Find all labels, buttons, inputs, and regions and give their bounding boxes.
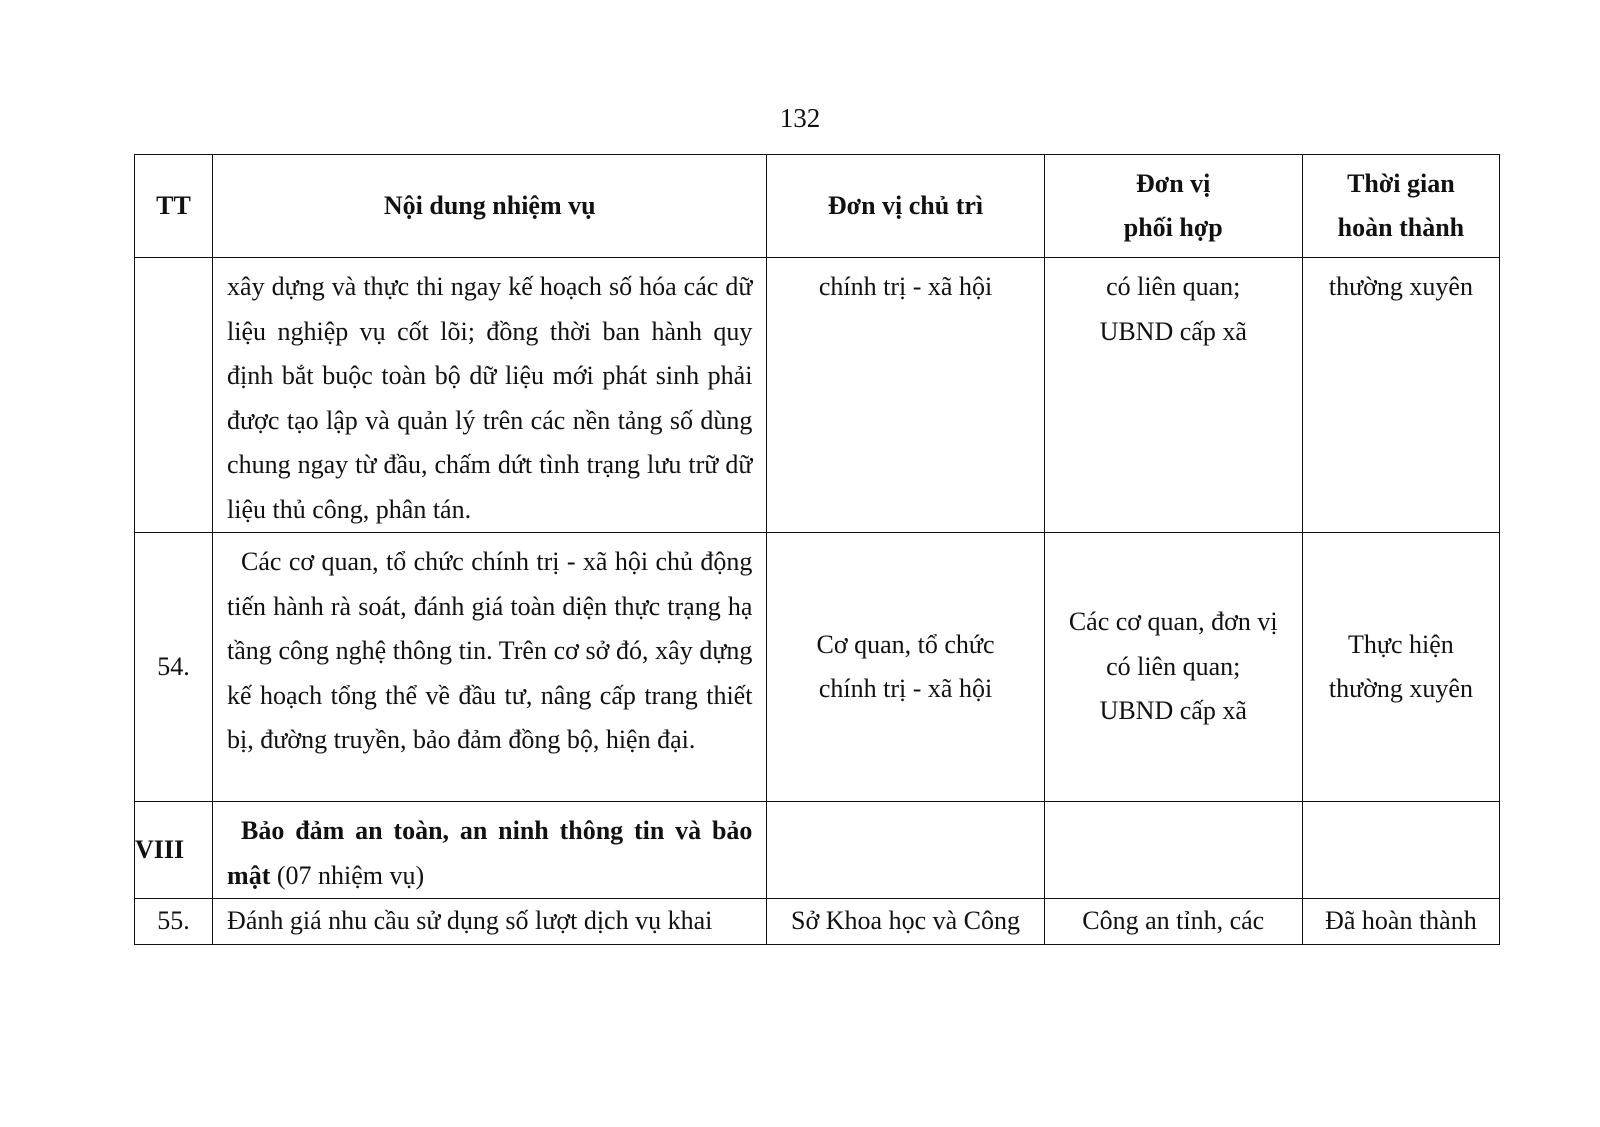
row-tt: 54. <box>135 533 213 802</box>
row-coord-line1: có liên quan; <box>1106 272 1241 301</box>
header-lead-unit: Đơn vị chủ trì <box>767 155 1044 258</box>
section-roman-number: VIII <box>135 802 213 899</box>
row-content: Các cơ quan, tổ chức chính trị - xã hội chủ động tiến hành rà soát, đánh giá toàn diện thực trạng hạ tầng công nghệ thông tin. Trên cơ sở đó, xây dựng kế hoạch tổng thể về đầu tư, nâng cấp trang thiết bị, đường truyền, bảo đảm đồng bộ, hiện đại. <box>227 547 753 754</box>
table-row <box>135 899 1500 945</box>
table-header-row <box>135 155 1500 258</box>
row-time-cell <box>1302 533 1499 802</box>
row-lead-line1: Cơ quan, tổ chức <box>816 629 995 659</box>
section-title-bold: Bảo đảm an toàn, an ninh thông tin và bảo mật <box>227 816 753 890</box>
row-coord-line2: UBND cấp xã <box>1099 316 1247 346</box>
section-row <box>135 802 1500 899</box>
row-tt <box>135 258 213 533</box>
row-tt <box>135 899 213 945</box>
row-lead-cell <box>767 899 1044 945</box>
row-lead-wrap <box>767 623 1043 712</box>
row-coord-cell <box>1044 533 1302 802</box>
section-title-cell <box>213 802 767 899</box>
row-time: thường xuyên <box>1328 272 1473 301</box>
header-completion-time <box>1302 155 1499 258</box>
row-time: Đã hoàn thành <box>1325 906 1477 935</box>
table-row <box>135 258 1500 533</box>
row-content-cell <box>213 533 767 802</box>
row-time-cell <box>1302 258 1499 533</box>
row-time-line2: thường xuyên <box>1328 674 1473 703</box>
header-coordinating-unit <box>1044 155 1302 258</box>
header-tt: TT <box>135 155 213 258</box>
row-time-wrap <box>1303 623 1499 712</box>
table-row <box>135 533 1500 802</box>
row-coord: Công an tỉnh, các <box>1082 906 1265 935</box>
header-time-line1: Thời gian <box>1347 169 1455 198</box>
row-content: Đánh giá nhu cầu sử dụng số lượt dịch vụ khai <box>227 906 713 935</box>
row-coord-cell <box>1044 899 1302 945</box>
row-lead-unit: chính trị - xã hội <box>818 272 993 301</box>
row-time-cell <box>1302 899 1499 945</box>
header-coord-line1: Đơn vị <box>1136 169 1211 198</box>
row-lead-cell <box>767 533 1044 802</box>
header-time-line2: hoàn thành <box>1337 213 1465 242</box>
row-lead-cell <box>767 258 1044 533</box>
row-coord-cell <box>1044 258 1302 533</box>
page-number: 132 <box>779 103 821 133</box>
header-content: Nội dung nhiệm vụ <box>213 155 767 258</box>
row-coord-line1: Các cơ quan, đơn vị <box>1068 607 1278 637</box>
row-time-line1: Thực hiện <box>1348 629 1454 659</box>
row-content: xây dựng và thực thi ngay kế hoạch số hóa các dữ liệu nghiệp vụ cốt lõi; đồng thời ban hành quy định bắt buộc toàn bộ dữ liệu mới phát sinh phải được tạo lập và quản lý trên các nền tảng số dùng chung ngay từ đầu, chấm dứt tình trạng lưu trữ dữ liệu thủ công, phân tán. <box>227 272 753 524</box>
section-title <box>213 802 766 898</box>
row-coord-wrap <box>1045 258 1302 354</box>
row-content-cell <box>213 258 767 533</box>
row-coord-line3: UBND cấp xã <box>1099 696 1247 726</box>
task-table <box>134 154 1500 945</box>
section-title-count: (07 nhiệm vụ) <box>276 860 425 890</box>
section-empty-coord <box>1044 802 1302 899</box>
header-coord-line2: phối hợp <box>1123 213 1223 242</box>
row-lead-unit: Sở Khoa học và Công <box>791 906 1020 935</box>
section-empty-lead <box>767 802 1044 899</box>
section-empty-time <box>1302 802 1499 899</box>
row-lead-line2: chính trị - xã hội <box>818 674 993 703</box>
row-content-cell <box>213 899 767 945</box>
row-coord-line2: có liên quan; <box>1106 651 1241 681</box>
row-coord-wrap <box>1045 600 1302 734</box>
row-tt-text: 55. <box>157 906 190 935</box>
